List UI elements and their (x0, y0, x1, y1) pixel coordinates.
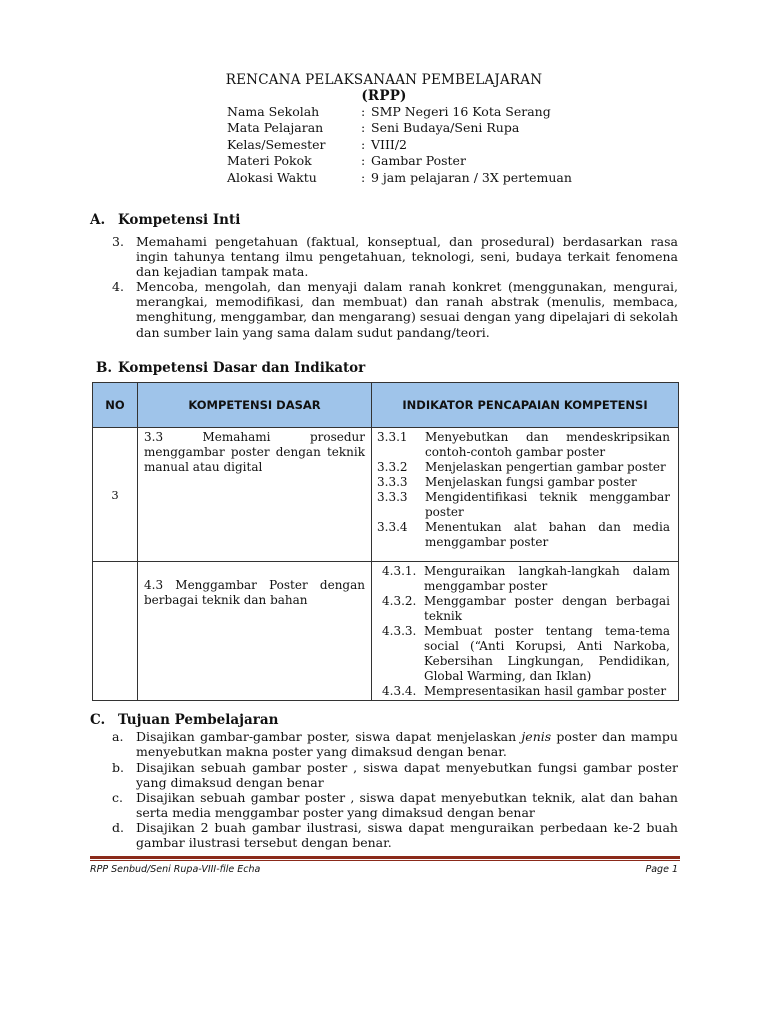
row-number: 3 (93, 428, 138, 562)
objective-emphasis: jenis (521, 729, 552, 744)
table-row (93, 562, 679, 701)
indicator-number: 4.3.2. (382, 594, 417, 608)
section-marker: A. (90, 212, 106, 228)
section-title: Kompetensi Inti (118, 212, 241, 228)
section-marker: C. (90, 712, 106, 728)
objective-text: Disajikan 2 buah gambar ilustrasi, siswa dapat menguraikan perbedaan ke-2 buah gambar ilustrasi tersebut dengan benar. (136, 820, 678, 851)
footer-left: RPP Senbud/Seni Rupa-VIII-file Echa (90, 864, 261, 875)
indicator-text: Menggambar poster dengan berbagai teknik (424, 594, 670, 623)
indicator-text: Mengidentifikasi teknik menggambar poster (425, 490, 670, 519)
objective-text (136, 729, 678, 759)
header-no: NO (93, 383, 138, 428)
indicator-text: Menyebutkan dan mendeskripsikan contoh-contoh gambar poster (425, 430, 670, 459)
list-item (377, 430, 670, 460)
indicator-cell (372, 562, 679, 701)
info-colon: : (361, 169, 366, 185)
list-item (382, 594, 670, 624)
document-title: RENCANA PELAKSANAAN PEMBELAJARAN (225, 72, 543, 88)
indicator-list (372, 562, 678, 699)
section-marker: B. (96, 360, 113, 376)
ki-number: 4. (112, 279, 124, 294)
ki-text: Mencoba, mengolah, dan menyaji dalam ranah konkret (menggunakan, mengurai, merangkai, memodifikasi, dan membuat) dan ranah abstrak (menulis, membaca, menghitung, menggambar, dan mengarang) sesuai dengan yang dipelajari di sekolah dan sumber lain yang sama dalam sudut pandang/teori. (136, 279, 678, 340)
list-item (382, 564, 670, 594)
info-value: VIII/2 (371, 136, 408, 152)
objective-letter: c. (112, 790, 123, 805)
objective-text: Disajikan sebuah gambar poster , siswa dapat menyebutkan teknik, alat dan bahan serta media menggambar poster yang dimaksud dengan benar (136, 790, 678, 821)
ki-item (112, 234, 678, 280)
list-item (377, 475, 670, 490)
info-value: 9 jam pelajaran / 3X pertemuan (371, 169, 572, 185)
kd-text: 4.3 Menggambar Poster dengan berbagai teknik dan bahan (144, 578, 365, 607)
indicator-number: 3.3.1 (377, 430, 408, 444)
section-title: Tujuan Pembelajaran (118, 712, 279, 728)
table-header-row (93, 383, 679, 428)
objective-item (112, 790, 678, 820)
objective-letter: b. (112, 760, 124, 775)
header-kd: KOMPETENSI DASAR (138, 383, 372, 428)
indicator-text: Membuat poster tentang tema-tema social (“Anti Korupsi, Anti Narkoba, Kebersihan Lingkungan, Pendidikan, Global Warming, dan Iklan) (424, 624, 670, 683)
info-label: Materi Pokok (227, 153, 312, 169)
objective-item (112, 729, 678, 759)
list-item (377, 460, 670, 475)
info-colon: : (361, 120, 366, 136)
kd-text: 3.3 Memahami prosedur menggambar poster dengan teknik manual atau digital (144, 430, 365, 474)
info-colon: : (361, 104, 366, 119)
objective-item (112, 760, 678, 790)
info-colon: : (361, 153, 366, 169)
info-label: Mata Pelajaran (227, 120, 324, 136)
info-label: Nama Sekolah (227, 104, 320, 119)
indicator-text: Menentukan alat bahan dan media menggambar poster (425, 520, 670, 549)
info-value: Gambar Poster (371, 153, 466, 169)
objective-letter: a. (112, 729, 124, 744)
competency-table (92, 382, 679, 701)
ki-number: 3. (112, 234, 124, 249)
footer-divider (90, 856, 680, 859)
objective-text-part: poster dan mampu menyebutkan makna poster yang dimaksud dengan benar. (136, 729, 678, 760)
indicator-number: 3.3.3 (377, 475, 408, 489)
indicator-number: 4.3.1. (382, 564, 417, 578)
objective-item (112, 820, 678, 850)
info-label: Kelas/Semester (227, 136, 326, 152)
info-value: Seni Budaya/Seni Rupa (371, 120, 520, 136)
kd-cell (138, 428, 372, 562)
table-row (93, 428, 679, 562)
info-colon: : (361, 136, 366, 152)
indicator-text: Mempresentasikan hasil gambar poster (424, 684, 667, 698)
document-subtitle: (RPP) (361, 88, 407, 104)
info-label: Alokasi Waktu (227, 169, 317, 185)
list-item (382, 684, 670, 699)
indicator-text: Menjelaskan fungsi gambar poster (425, 475, 637, 489)
indicator-number: 4.3.3. (382, 624, 417, 638)
indicator-number: 3.3.2 (377, 460, 408, 474)
objective-text-part: Disajikan gambar-gambar poster, siswa dapat menjelaskan (136, 729, 522, 744)
kd-cell (138, 562, 372, 701)
indicator-number: 3.3.3 (377, 490, 408, 504)
indicator-number: 3.3.4 (377, 520, 408, 534)
footer-divider-thin (90, 860, 680, 861)
indicator-list (372, 428, 678, 550)
objective-text: Disajikan sebuah gambar poster , siswa dapat menyebutkan fungsi gambar poster yang dimaksud dengan benar (136, 760, 678, 791)
header-indicator: INDIKATOR PENCAPAIAN KOMPETENSI (372, 383, 679, 428)
row-number (93, 562, 138, 701)
info-value: SMP Negeri 16 Kota Serang (371, 104, 551, 119)
indicator-number: 4.3.4. (382, 684, 417, 698)
ki-text: Memahami pengetahuan (faktual, konseptual, dan prosedural) berdasarkan rasa ingin tahunya tentang ilmu pengetahuan, teknologi, seni, budaya terkait fenomena dan kejadian tampak mata. (136, 234, 678, 280)
list-item (377, 520, 670, 550)
section-title: Kompetensi Dasar dan Indikator (118, 360, 366, 376)
objective-letter: d. (112, 820, 124, 835)
list-item (382, 624, 670, 684)
list-item (377, 490, 670, 520)
indicator-cell (372, 428, 679, 562)
indicator-text: Menguraikan langkah-langkah dalam menggambar poster (424, 564, 670, 593)
indicator-text: Menjelaskan pengertian gambar poster (425, 460, 666, 474)
footer-page-number: Page 1 (645, 864, 678, 875)
ki-item (112, 279, 678, 340)
